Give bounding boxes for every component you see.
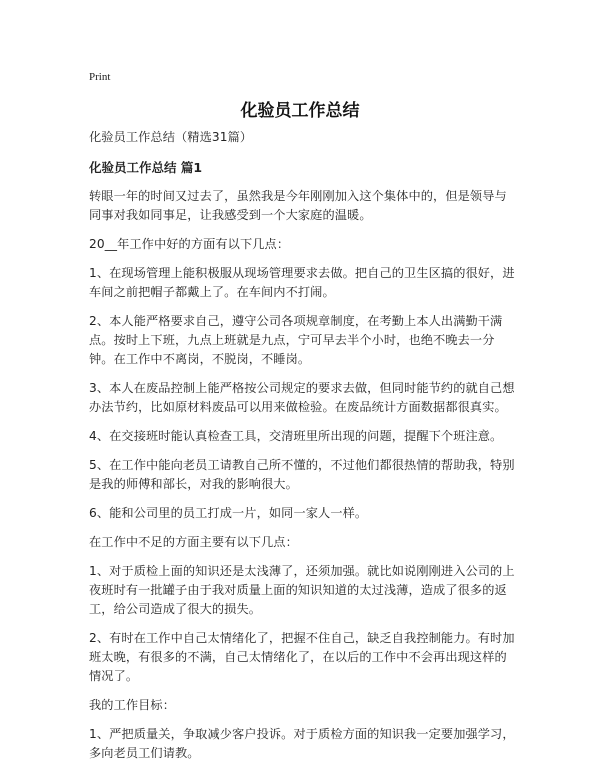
paragraph: 3、本人在废品控制上能严格按公司规定的要求去做，但同时能节约的就自己想办法节约，比如原材料废品可以用来做检验。在废品统计方面数据都很真实。	[89, 381, 515, 414]
print-link[interactable]: Print	[89, 71, 111, 83]
paragraph: 我的工作目标：	[89, 698, 176, 712]
paragraph: 2、本人能严格要求自己，遵守公司各项规章制度，在考勤上本人出满勤干满点。按时上下班，九点上班就是九点，宁可早去半个小时，也绝不晚去一分钟。在工作中不离岗，不脱岗，不睡岗。	[89, 314, 503, 366]
document-body	[89, 128, 515, 773]
paragraph: 5、在工作中能向老员工请教自己所不懂的，不过他们都很热情的帮助我，特别是我的师傅和部长，对我的影响很大。	[89, 458, 515, 491]
paragraph: 1、在现场管理上能积极服从现场管理要求去做。把自己的卫生区搞的很好，进车间之前把帽子都戴上了。在车间内不打闹。	[89, 266, 515, 299]
paragraph: 1、对于质检上面的知识还是太浅薄了，还须加强。就比如说刚刚进入公司的上夜班时有一批罐子由于我对质量上面的知识知道的太过浅薄，造成了很多的返工，给公司造成了很大的损失。	[89, 564, 515, 616]
paragraph: 1、严把质量关，争取减少客户投诉。对于质检方面的知识我一定要加强学习，多向老员工们请教。	[89, 727, 515, 760]
paragraph: 4、在交接班时能认真检查工具，交清班里所出现的问题，提醒下个班注意。	[89, 429, 503, 443]
paragraph: 2、有时在工作中自己太情绪化了，把握不住自己，缺乏自我控制能力。有时加班太晚，有很多的不满，自己太情绪化了，在以后的工作中不会再出现这样的情况了。	[89, 631, 515, 683]
paragraph: 20__年工作中好的方面有以下几点：	[89, 237, 290, 251]
paragraph: 在工作中不足的方面主要有以下几点：	[89, 535, 298, 549]
section-heading: 化验员工作总结 篇1	[89, 160, 203, 175]
paragraph: 转眼一年的时间又过去了，虽然我是今年刚刚加入这个集体中的，但是领导与同事对我如同事足，让我感受到一个大家庭的温暖。	[89, 189, 507, 222]
page-title: 化验员工作总结	[240, 101, 360, 121]
document-subtitle: 化验员工作总结（精选31篇）	[89, 130, 253, 144]
paragraph: 6、能和公司里的员工打成一片，如同一家人一样。	[89, 506, 368, 520]
